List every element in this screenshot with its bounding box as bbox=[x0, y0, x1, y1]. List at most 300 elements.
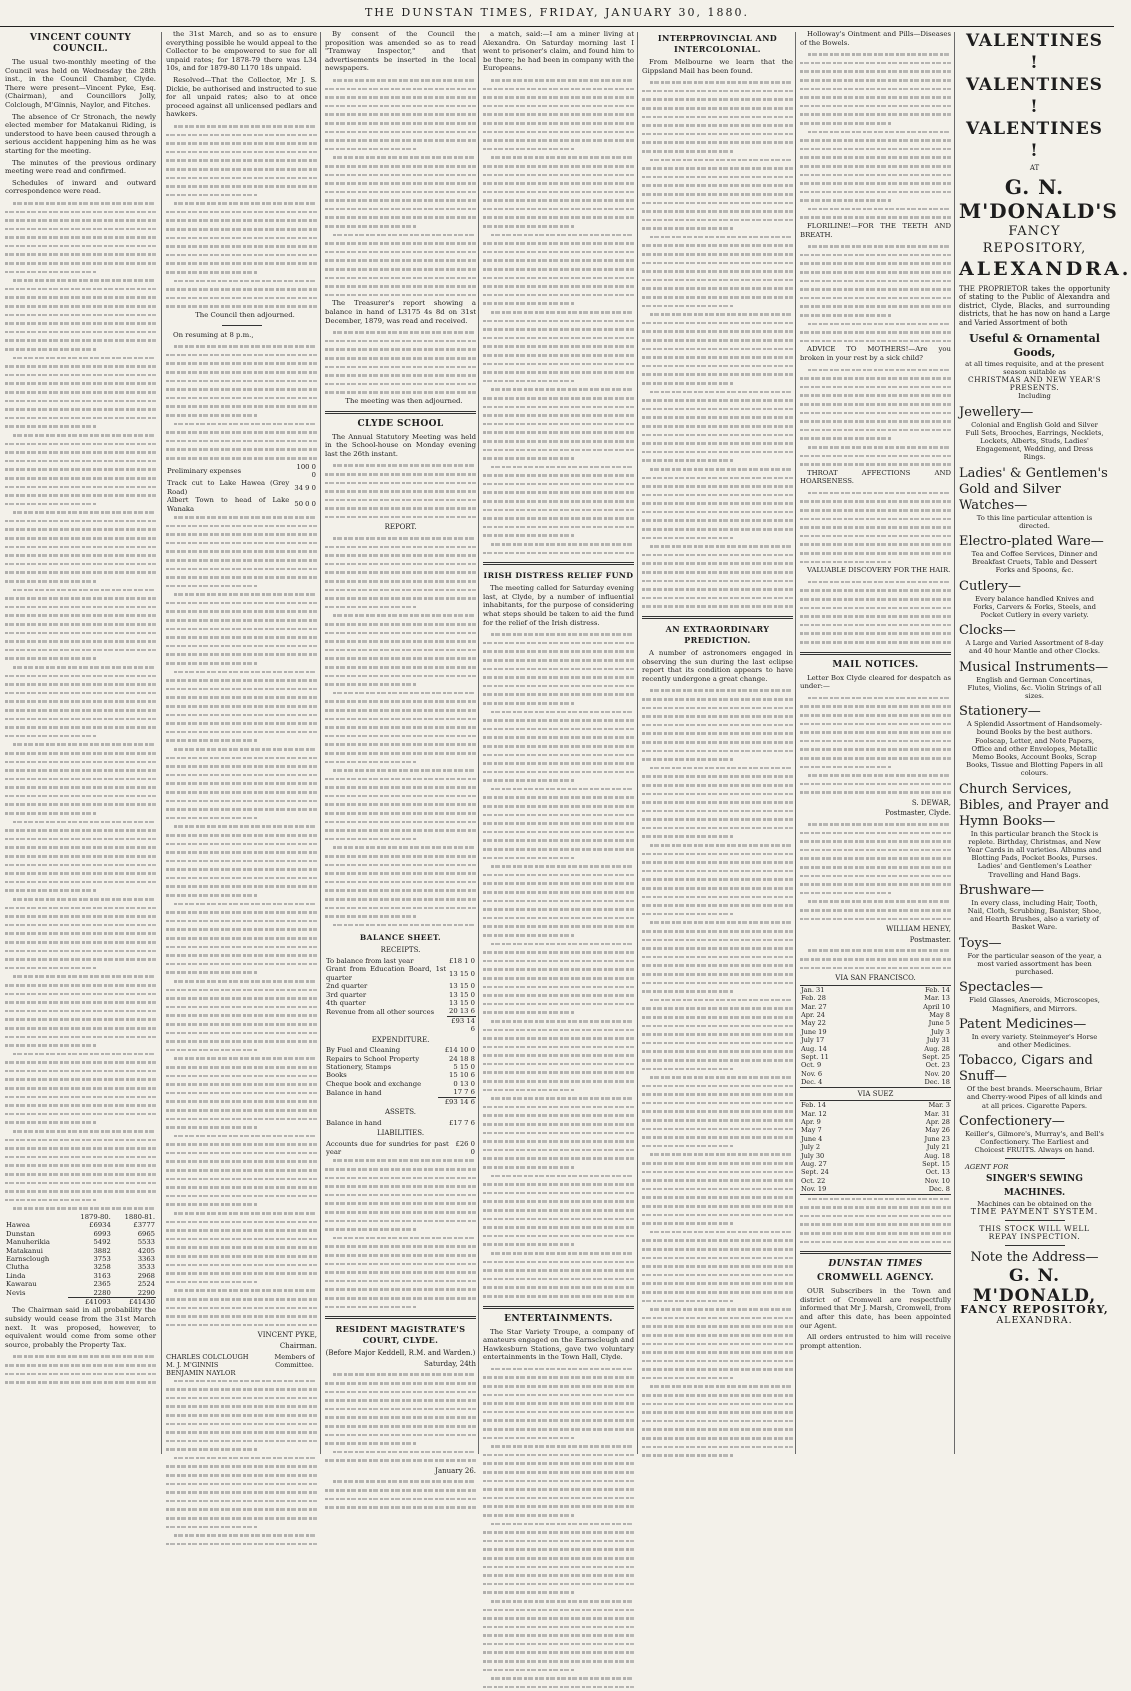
article-text bbox=[642, 686, 793, 1459]
text-line bbox=[642, 1297, 793, 1306]
text-line bbox=[642, 1391, 793, 1400]
divider bbox=[325, 411, 476, 414]
text-line bbox=[642, 353, 793, 362]
floriline-ad: FLORILINE!—FOR THE TEETH AND BREATH. bbox=[800, 222, 951, 239]
account-row bbox=[325, 957, 476, 965]
divider bbox=[483, 1306, 634, 1309]
divider bbox=[1005, 1158, 1065, 1159]
text-line bbox=[483, 1154, 634, 1163]
throat-ad: THROAT AFFECTIONS AND HOARSENESS. bbox=[800, 468, 951, 486]
text-line bbox=[800, 737, 951, 746]
text-line bbox=[483, 974, 634, 983]
text-line bbox=[325, 646, 476, 655]
text-line bbox=[642, 1408, 793, 1417]
text-line bbox=[483, 1485, 634, 1494]
text-line bbox=[800, 50, 951, 59]
text-line bbox=[325, 1234, 476, 1243]
text-line bbox=[166, 1072, 317, 1081]
text-line bbox=[325, 388, 476, 397]
text-line bbox=[166, 522, 317, 531]
text-line bbox=[642, 781, 793, 790]
expenditure-heading: EXPENDITURE. bbox=[371, 1035, 430, 1044]
text-line bbox=[642, 1185, 793, 1194]
text-line bbox=[166, 165, 317, 174]
text-line bbox=[325, 1285, 476, 1294]
text-line bbox=[642, 113, 793, 122]
text-line bbox=[483, 1494, 634, 1503]
text-line bbox=[642, 764, 793, 773]
category-body: To this line particular attention is directed. bbox=[976, 513, 1093, 530]
text-line bbox=[325, 1182, 476, 1191]
row-value: 15 10 6 bbox=[449, 1071, 475, 1080]
text-line bbox=[325, 1422, 476, 1431]
column-rule bbox=[161, 32, 162, 1454]
text-line bbox=[5, 835, 156, 844]
text-line bbox=[800, 915, 951, 924]
text-line bbox=[483, 1266, 634, 1275]
article-text bbox=[642, 78, 793, 611]
text-line bbox=[800, 621, 951, 630]
text-line bbox=[800, 128, 951, 137]
text-line bbox=[483, 446, 634, 455]
riding-row bbox=[5, 1247, 156, 1255]
text-line bbox=[166, 1428, 317, 1437]
text-line bbox=[642, 1365, 793, 1374]
text-line bbox=[325, 128, 476, 137]
text-line bbox=[166, 428, 317, 437]
text-line bbox=[483, 1606, 634, 1615]
text-line bbox=[642, 499, 793, 508]
text-line bbox=[642, 1107, 793, 1116]
text-line bbox=[325, 663, 476, 672]
text-line bbox=[5, 414, 156, 423]
signoff-role: Chairman. bbox=[279, 1341, 317, 1350]
total-b: £41430 bbox=[112, 1298, 156, 1307]
text-line bbox=[483, 1240, 634, 1249]
text-line bbox=[642, 841, 793, 850]
text-line bbox=[642, 95, 793, 104]
mail-row bbox=[800, 1110, 951, 1118]
mail-arrive: June 23 bbox=[924, 1134, 950, 1143]
text-line bbox=[325, 256, 476, 265]
text-line bbox=[800, 578, 951, 587]
text-line bbox=[642, 448, 793, 457]
text-line bbox=[166, 1123, 317, 1132]
text-line bbox=[325, 1405, 476, 1414]
report-heading: REPORT. bbox=[384, 523, 417, 532]
mail-leave: Oct. 9 bbox=[801, 1061, 822, 1070]
text-line bbox=[325, 248, 476, 257]
sf-mail-table bbox=[800, 985, 951, 1088]
ad-including: Including bbox=[1018, 392, 1051, 401]
text-line bbox=[325, 1448, 476, 1457]
mail-row bbox=[800, 1160, 951, 1168]
text-line bbox=[166, 1097, 317, 1106]
suez-heading: VIA SUEZ bbox=[857, 1089, 894, 1098]
text-line bbox=[483, 394, 634, 403]
row-value: 50 0 0 bbox=[294, 500, 316, 509]
text-line bbox=[800, 889, 951, 898]
mail-arrive: April 10 bbox=[923, 1002, 950, 1011]
text-line bbox=[5, 1050, 156, 1059]
text-line bbox=[325, 1225, 476, 1234]
row-value: 20 13 6 bbox=[449, 1007, 475, 1016]
text-line bbox=[166, 1304, 317, 1313]
text-line bbox=[483, 1442, 634, 1451]
text-line bbox=[483, 1459, 634, 1468]
text-line bbox=[166, 513, 317, 522]
text-line bbox=[5, 405, 156, 414]
text-line bbox=[166, 259, 317, 268]
row-value: 100 0 0 bbox=[296, 462, 316, 479]
text-line bbox=[5, 1352, 156, 1361]
text-line bbox=[5, 947, 156, 956]
text-line bbox=[325, 1251, 476, 1260]
text-line bbox=[642, 1228, 793, 1237]
text-line bbox=[166, 616, 317, 625]
text-line bbox=[483, 673, 634, 682]
text-line bbox=[483, 1631, 634, 1640]
mail-row bbox=[800, 1177, 951, 1185]
postmaster-role: Postmaster, Clyde. bbox=[885, 809, 951, 818]
text-line bbox=[642, 893, 793, 902]
valentines-line: VALENTINES ! bbox=[966, 31, 1103, 73]
text-line bbox=[483, 1017, 634, 1026]
text-line bbox=[483, 733, 634, 742]
column-1 bbox=[5, 30, 156, 1455]
text-line bbox=[325, 637, 476, 646]
text-line bbox=[642, 1340, 793, 1349]
text-line bbox=[483, 1511, 634, 1520]
text-line bbox=[800, 523, 951, 532]
text-line bbox=[166, 754, 317, 763]
text-line bbox=[166, 1278, 317, 1287]
column-6 bbox=[800, 30, 951, 1455]
text-line bbox=[166, 556, 317, 565]
text-line bbox=[325, 861, 476, 870]
mail-arrive: May 8 bbox=[929, 1010, 950, 1019]
text-line bbox=[642, 1142, 793, 1151]
mail-arrive: Dec. 8 bbox=[928, 1185, 950, 1194]
text-line bbox=[642, 1288, 793, 1297]
mail-leave: Jan. 31 bbox=[801, 985, 825, 994]
text-line bbox=[5, 938, 156, 947]
text-line bbox=[483, 716, 634, 725]
text-line bbox=[483, 1283, 634, 1292]
text-line bbox=[325, 496, 476, 505]
prediction-heading: AN EXTRAORDINARY PREDICTION. bbox=[665, 624, 770, 645]
text-line bbox=[483, 1666, 634, 1675]
text-line bbox=[166, 650, 317, 659]
text-line bbox=[5, 680, 156, 689]
text-line bbox=[5, 800, 156, 809]
text-line bbox=[642, 1314, 793, 1323]
mail-leave: May 7 bbox=[801, 1126, 822, 1135]
text-line bbox=[800, 311, 951, 320]
text-line bbox=[483, 759, 634, 768]
mail-text bbox=[800, 946, 951, 972]
text-line bbox=[325, 1477, 476, 1486]
mail-leave: July 2 bbox=[801, 1143, 821, 1152]
text-line bbox=[5, 1179, 156, 1188]
text-line bbox=[642, 790, 793, 799]
text-line bbox=[642, 121, 793, 130]
text-line bbox=[5, 354, 156, 363]
text-line bbox=[483, 862, 634, 871]
text-line bbox=[5, 551, 156, 560]
text-line bbox=[483, 1129, 634, 1138]
council-absence: The absence of Cr Stronach, the newly elected member for Matakanui Riding, is understood to have been caused through a serious accident happening him as he was starting for the meeting. bbox=[5, 112, 156, 155]
text-line bbox=[800, 489, 951, 498]
text-line bbox=[642, 1382, 793, 1391]
text-line bbox=[483, 1137, 634, 1146]
text-line bbox=[483, 428, 634, 437]
text-line bbox=[166, 960, 317, 969]
text-line bbox=[325, 921, 476, 930]
text-line bbox=[166, 762, 317, 771]
riding-value-a: 2365 bbox=[93, 1280, 111, 1289]
text-line bbox=[166, 1115, 317, 1124]
text-line bbox=[166, 865, 317, 874]
text-line bbox=[642, 1150, 793, 1159]
text-line bbox=[483, 776, 634, 785]
text-line bbox=[5, 242, 156, 251]
text-line bbox=[642, 345, 793, 354]
text-line bbox=[483, 1215, 634, 1224]
text-line bbox=[642, 970, 793, 979]
category-title: Electro-plated Ware— bbox=[959, 534, 1104, 549]
text-line bbox=[642, 156, 793, 165]
article-text bbox=[325, 1477, 476, 1511]
article-text bbox=[325, 534, 476, 929]
text-line bbox=[5, 663, 156, 672]
text-line bbox=[642, 729, 793, 738]
row-label: Track cut to Lake Hawea (Grey Road) bbox=[167, 479, 290, 496]
text-line bbox=[642, 1357, 793, 1366]
text-line bbox=[800, 285, 951, 294]
text-line bbox=[642, 1073, 793, 1082]
text-line bbox=[483, 1554, 634, 1563]
text-line bbox=[642, 1090, 793, 1099]
account-row bbox=[325, 982, 476, 990]
text-line bbox=[800, 452, 951, 461]
text-line bbox=[800, 93, 951, 102]
text-line bbox=[642, 465, 793, 474]
category-body: Colonial and English Gold and Silver Full Sets, Brooches, Earrings, Necklets, Lockets, Alberts, Studs, Ladies' Engagement, Wedding, and Dress Rings. bbox=[965, 420, 1104, 462]
agency-text: OUR Subscribers in the Town and district of Cromwell are respectfully informed that Mr J. Marsh, Cromwell, from and after this date, has been appointed our Agent. bbox=[800, 1287, 951, 1330]
text-line bbox=[800, 277, 951, 286]
text-line bbox=[483, 471, 634, 480]
text-line bbox=[5, 250, 156, 259]
divider bbox=[325, 1316, 476, 1319]
riding-name: Manuherikia bbox=[6, 1238, 50, 1247]
text-line bbox=[800, 179, 951, 188]
text-line bbox=[483, 991, 634, 1000]
text-line bbox=[483, 480, 634, 489]
text-line bbox=[642, 568, 793, 577]
text-line bbox=[642, 1219, 793, 1228]
riding-value-b: 3363 bbox=[137, 1255, 155, 1263]
col4-lead: a match, said:—I am a miner living at Alexandra. On Saturday morning last I went to prisoner's claim, and found him to be there; he had been in company with the Europeans. bbox=[483, 30, 634, 73]
text-line bbox=[166, 685, 317, 694]
council-correspondence: Schedules of inward and outward correspondence were read. bbox=[5, 178, 156, 196]
text-line bbox=[483, 1146, 634, 1155]
row-label: 3rd quarter bbox=[326, 990, 367, 999]
text-line bbox=[166, 625, 317, 634]
text-line bbox=[483, 325, 634, 334]
text-line bbox=[166, 1514, 317, 1523]
category-title: Clocks— bbox=[959, 623, 1016, 639]
committee-block bbox=[166, 1353, 317, 1377]
text-line bbox=[325, 766, 476, 775]
col2-resume: On resuming at 8 p.m., bbox=[173, 330, 254, 339]
clyde-intro: The Annual Statutory Meeting was held in the School-house on Monday evening last the 26th instant. bbox=[325, 432, 476, 458]
text-line bbox=[642, 798, 793, 807]
text-line bbox=[483, 1382, 634, 1391]
text-line bbox=[325, 513, 476, 522]
text-line bbox=[5, 208, 156, 217]
text-line bbox=[325, 1174, 476, 1183]
text-line bbox=[325, 758, 476, 767]
column-5 bbox=[642, 30, 793, 1455]
text-line bbox=[642, 704, 793, 713]
text-line bbox=[483, 437, 634, 446]
text-line bbox=[166, 831, 317, 840]
text-line bbox=[483, 1502, 634, 1511]
text-line bbox=[483, 282, 634, 291]
text-line bbox=[483, 836, 634, 845]
mcdonald-advertisement bbox=[959, 30, 1131, 1455]
text-line bbox=[166, 1140, 317, 1149]
text-line bbox=[325, 363, 476, 372]
text-line bbox=[166, 242, 317, 251]
riding-value-b: 5533 bbox=[137, 1238, 155, 1247]
text-line bbox=[483, 1094, 634, 1103]
text-line bbox=[166, 917, 317, 926]
masthead: THE DUNSTAN TIMES, FRIDAY, JANUARY 30, 1880. bbox=[0, 0, 1114, 27]
rm-court-sub: (Before Major Keddell, R.M. and Warden.) bbox=[325, 1349, 476, 1358]
text-line bbox=[483, 110, 634, 119]
text-line bbox=[800, 906, 951, 915]
text-line bbox=[5, 955, 156, 964]
text-line bbox=[642, 396, 793, 405]
text-line bbox=[166, 840, 317, 849]
text-line bbox=[166, 1252, 317, 1261]
column-2 bbox=[166, 30, 317, 1455]
text-line bbox=[483, 342, 634, 351]
ad-at: AT bbox=[1029, 164, 1040, 172]
text-line bbox=[800, 780, 951, 789]
text-line bbox=[800, 897, 951, 906]
text-line bbox=[642, 1262, 793, 1271]
text-line bbox=[166, 234, 317, 243]
text-line bbox=[325, 852, 476, 861]
riding-row bbox=[5, 1280, 156, 1288]
mail-leave: Apr. 9 bbox=[801, 1118, 821, 1127]
text-line bbox=[325, 1431, 476, 1440]
text-line bbox=[166, 394, 317, 403]
mail-row bbox=[800, 1143, 951, 1151]
text-line bbox=[642, 1193, 793, 1202]
row-value: £26 0 0 bbox=[455, 1139, 475, 1157]
text-line bbox=[5, 594, 156, 603]
text-line bbox=[166, 1402, 317, 1411]
text-line bbox=[483, 656, 634, 665]
text-line bbox=[166, 1286, 317, 1295]
text-line bbox=[800, 872, 951, 881]
riding-value-b: 4205 bbox=[137, 1246, 155, 1255]
mail-row bbox=[800, 1045, 951, 1053]
text-line bbox=[800, 119, 951, 128]
mail-arrive: Apr. 28 bbox=[926, 1118, 950, 1127]
text-line bbox=[483, 888, 634, 897]
text-line bbox=[166, 182, 317, 191]
text-line bbox=[166, 1080, 317, 1089]
text-line bbox=[5, 723, 156, 732]
text-line bbox=[800, 763, 951, 772]
text-line bbox=[483, 983, 634, 992]
text-line bbox=[166, 676, 317, 685]
text-line bbox=[325, 723, 476, 732]
text-line bbox=[483, 793, 634, 802]
text-line bbox=[325, 239, 476, 248]
text-line bbox=[642, 293, 793, 302]
text-line bbox=[5, 465, 156, 474]
text-line bbox=[325, 577, 476, 586]
text-line bbox=[166, 607, 317, 616]
text-line bbox=[483, 1120, 634, 1129]
text-line bbox=[483, 1623, 634, 1632]
riding-row bbox=[5, 1255, 156, 1263]
text-line bbox=[166, 805, 317, 814]
mail-arrive: Sept. 25 bbox=[922, 1053, 950, 1061]
text-line bbox=[325, 560, 476, 569]
text-line bbox=[325, 487, 476, 496]
text-line bbox=[166, 848, 317, 857]
text-line bbox=[642, 1056, 793, 1065]
row-value: 5 15 0 bbox=[453, 1063, 475, 1072]
text-line bbox=[166, 822, 317, 831]
text-line bbox=[483, 940, 634, 949]
text-line bbox=[325, 654, 476, 663]
expenditure-table bbox=[325, 1046, 476, 1106]
text-line bbox=[642, 534, 793, 543]
text-line bbox=[5, 1204, 156, 1213]
text-line bbox=[642, 1322, 793, 1331]
text-line bbox=[483, 1034, 634, 1043]
divider bbox=[1005, 1220, 1065, 1221]
text-line bbox=[642, 190, 793, 199]
text-line bbox=[325, 818, 476, 827]
text-line bbox=[166, 539, 317, 548]
row-label: 4th quarter bbox=[326, 999, 366, 1007]
text-line bbox=[483, 1249, 634, 1258]
text-line bbox=[325, 1165, 476, 1174]
text-line bbox=[800, 549, 951, 558]
text-line bbox=[800, 328, 951, 337]
mail-arrive: Oct. 23 bbox=[925, 1061, 950, 1070]
text-line bbox=[483, 690, 634, 699]
text-line bbox=[483, 76, 634, 85]
text-line bbox=[325, 826, 476, 835]
mail-arrive: Oct. 13 bbox=[925, 1168, 950, 1177]
text-line bbox=[800, 85, 951, 94]
text-line bbox=[483, 274, 634, 283]
riding-value-b: 3533 bbox=[137, 1263, 155, 1272]
text-line bbox=[800, 391, 951, 400]
row-value: 13 15 0 bbox=[449, 999, 475, 1007]
committee-role: Members of Committee. bbox=[274, 1352, 315, 1369]
